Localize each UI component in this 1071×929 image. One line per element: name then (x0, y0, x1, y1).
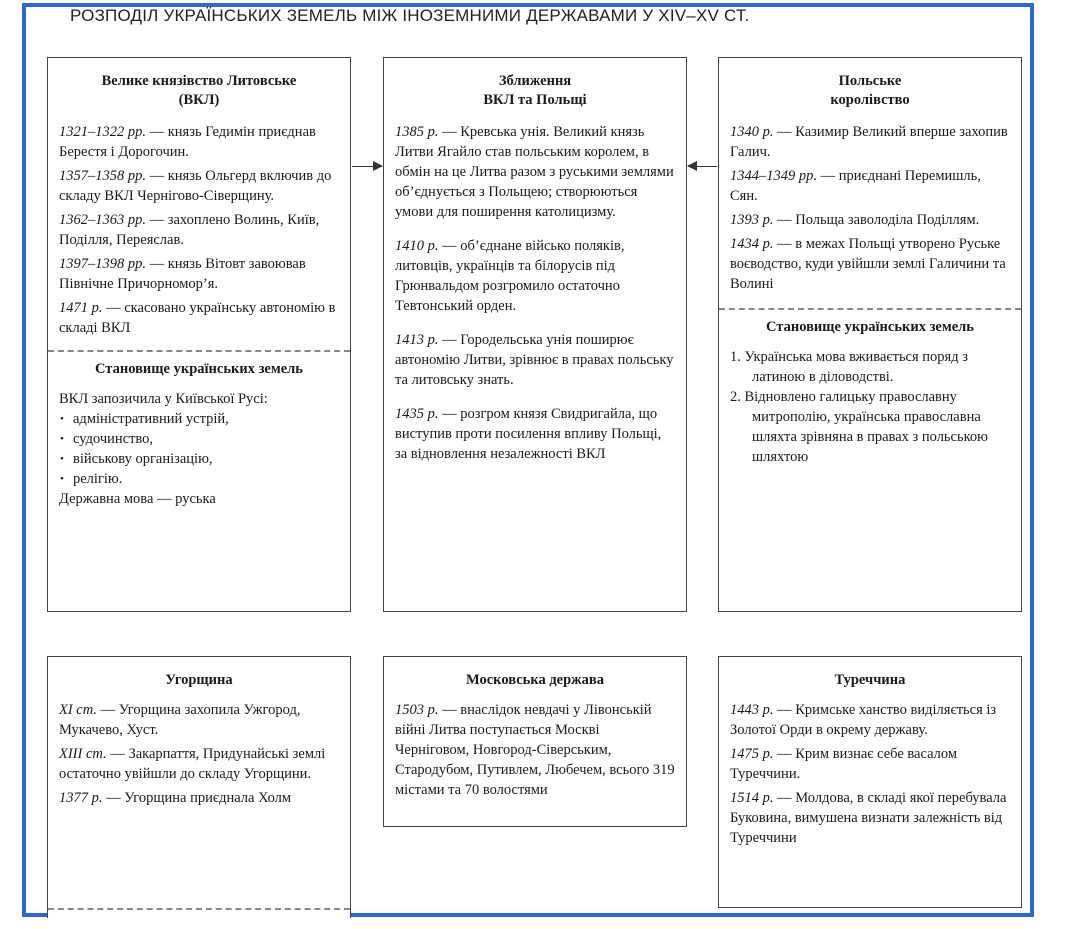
poland-events (719, 122, 1021, 294)
union-box (383, 57, 687, 612)
union-event: 1435 р. — розгром князя Свидригайла, що виступив проти посилення впливу Польщі, за відновлення незалежності ВКЛ (395, 406, 662, 462)
poland-status-list (730, 347, 1011, 467)
arrow-vkl-to-union (352, 166, 382, 167)
arrow-left-icon (687, 161, 697, 171)
poland-event: 1393 р. — Польща заволоділа Поділлям. (730, 212, 980, 228)
list-item: • військову організацію, (59, 449, 340, 469)
union-title-line2: ВКЛ та Польщі (483, 92, 587, 108)
union-event: 1410 р. — об’єднане військо поляків, литовців, українців та білорусів під Грюнвальдом розгромило остаточно Тевтонський орден. (395, 238, 625, 314)
poland-title-line2: королівство (830, 92, 910, 108)
poland-status (719, 347, 1021, 467)
vkl-event: 1357–1358 рр. — князь Ольгерд включив до складу ВКЛ Чернігово-Сіверщину. (59, 168, 332, 204)
turkey-box (718, 656, 1022, 908)
vkl-box (47, 57, 351, 612)
arrow-poland-to-union (688, 166, 717, 167)
vkl-status (48, 389, 350, 509)
hungary-box (47, 656, 351, 918)
hungary-events (48, 700, 350, 808)
union-event: 1413 р. — Городельська унія поширює автономію Литви, зрівнює в правах польську та литовську знать. (395, 332, 674, 388)
hungary-event: XIII ст. — Закарпаття, Придунайські землі остаточно увійшли до складу Угорщини. (59, 746, 326, 782)
vkl-divider (48, 350, 350, 352)
list-item: • судочинство, (59, 429, 340, 449)
poland-event: 1434 р. — в межах Польщі утворено Руське воєводство, куди увійшли землі Галичини та Волині (730, 236, 1006, 292)
turkey-event: 1475 р. — Крим визнає себе васалом Туреччини. (730, 746, 958, 782)
union-events (384, 122, 686, 464)
vkl-event: 1471 р. — скасовано українську автономію в складі ВКЛ (59, 300, 336, 336)
vkl-status-intro: ВКЛ запозичила у Київської Русі: (59, 391, 268, 407)
vkl-status-list (59, 409, 340, 489)
hungary-event: XI ст. — Угорщина захопила Ужгород, Мукачево, Хуст. (59, 702, 301, 738)
poland-box (718, 57, 1022, 612)
list-item: 2. Відновлено галицьку православну митрополію, українська православна шляхта зрівняна в правах з польською шляхтою (730, 389, 988, 465)
turkey-event: 1514 р. — Молдова, в складі якої перебувала Буковина, вимушена визнати залежність від Туреччини (730, 790, 1007, 846)
moscow-event: 1503 р. — внаслідок невдачі у Лівонській війні Литва поступається Москві Черніговом, Новгород-Сіверським, Стародубом, Путивлем, Любечем, всього 319 містами та 70 волостями (395, 702, 675, 798)
hungary-divider (48, 908, 350, 910)
list-item: • релігію. (59, 469, 340, 489)
vkl-title-line2: (ВКЛ) (178, 92, 220, 108)
turkey-event: 1443 р. — Кримське ханство виділяється із Золотої Орди в окрему державу. (730, 702, 997, 738)
hungary-title: Угорщина (165, 672, 233, 688)
poland-divider (719, 308, 1021, 310)
poland-title-line1: Польське (838, 73, 902, 89)
union-title (390, 72, 680, 110)
vkl-events (48, 122, 350, 338)
poland-event: 1340 р. — Казимир Великий вперше захопив Галич. (730, 124, 1008, 160)
vkl-event: 1397–1398 рр. — князь Вітовт завоював Північне Причорномор’я. (59, 256, 306, 292)
turkey-title: Туреччина (834, 672, 906, 688)
vkl-event: 1362–1363 рр. — захоплено Волинь, Київ, Поділля, Переяслав. (59, 212, 320, 248)
vkl-status-outro: Державна мова — руська (59, 491, 216, 507)
list-item: • адміністративний устрій, (59, 409, 340, 429)
turkey-events (719, 700, 1021, 848)
moscow-events (384, 700, 686, 800)
vkl-event: 1321–1322 рр. — князь Гедимін приєднав Берестя і Дорогочин. (59, 124, 316, 160)
poland-event: 1344–1349 рр. — приєднані Перемишль, Сян. (730, 168, 981, 204)
vkl-title-line1: Велике князівство Литовське (101, 73, 297, 89)
moscow-box (383, 656, 687, 827)
poland-status-title: Становище українських земель (766, 319, 974, 335)
poland-title (725, 72, 1015, 110)
vkl-title (54, 72, 344, 110)
diagram-title: РОЗПОДІЛ УКРАЇНСЬКИХ ЗЕМЕЛЬ МІЖ ІНОЗЕМНИМИ ДЕРЖАВАМИ У XIV–XV СТ. (70, 6, 750, 25)
hungary-event: 1377 р. — Угорщина приєднала Холм (59, 790, 292, 806)
moscow-title: Московська держава (465, 672, 605, 688)
vkl-status-title: Становище українських земель (95, 361, 303, 377)
union-event: 1385 р. — Кревська унія. Великий князь Литви Ягайло став польським королем, в обмін на це Литва разом з руськими землями об’єднується з Польщею; створюються умови для поширення католицизму. (395, 124, 674, 220)
list-item: 1. Українська мова вживається поряд з латиною в діловодстві. (730, 349, 968, 385)
arrow-right-icon (373, 161, 383, 171)
union-title-line1: Зближення (498, 73, 572, 89)
